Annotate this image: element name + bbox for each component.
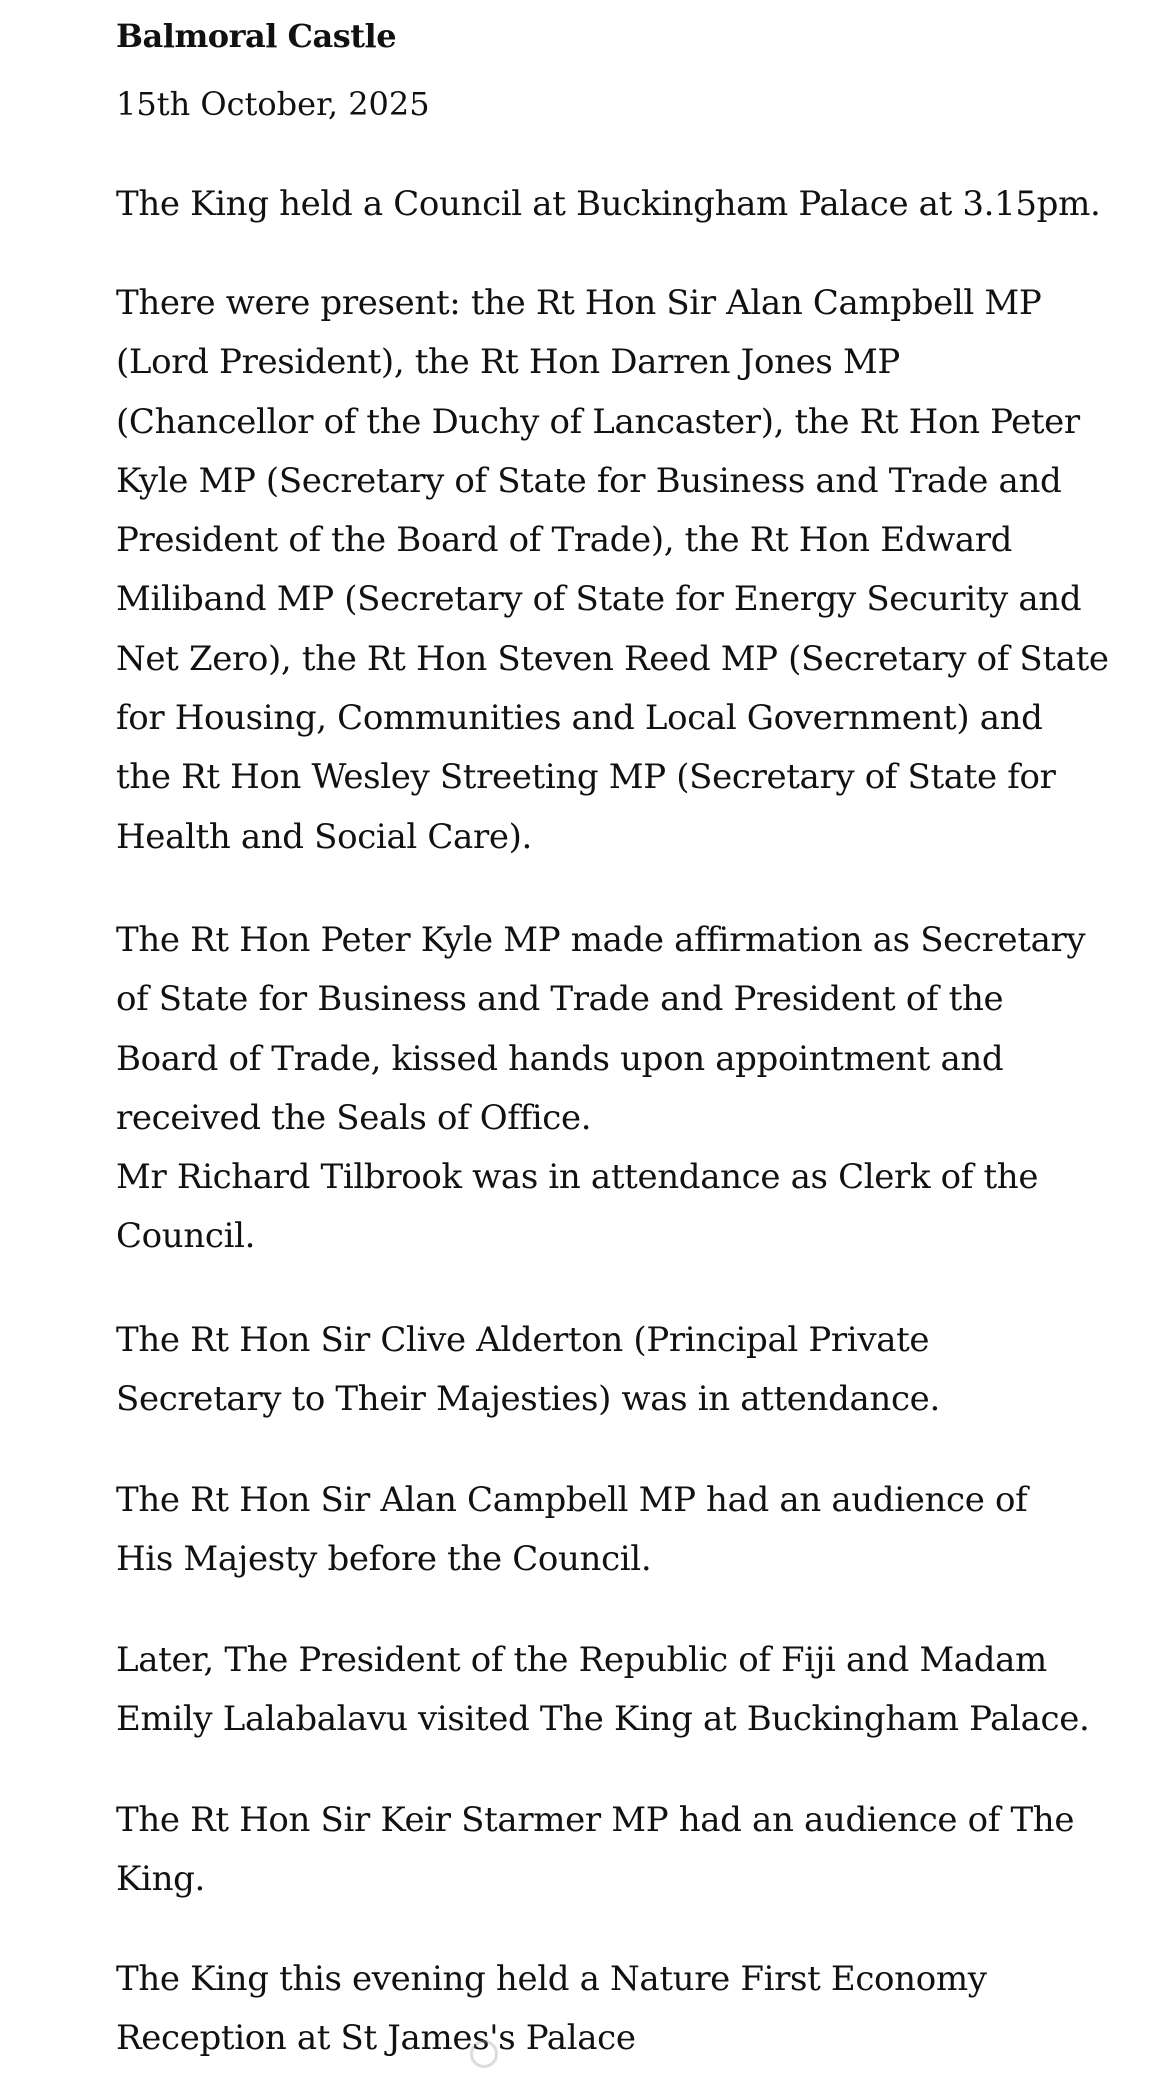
text-line: His Majesty before the Council. <box>116 1539 652 1580</box>
paragraph-reception <box>116 1950 1076 2069</box>
text-line: Health and Social Care). <box>116 816 532 857</box>
paragraph-affirmation <box>116 911 1086 1267</box>
text-line: of State for Business and Trade and President of the <box>116 979 1004 1020</box>
text-line: The King this evening held a Nature First Economy <box>116 1959 987 1999</box>
text-line: (Lord President), the Rt Hon Darren Jones MP <box>116 342 900 383</box>
text-line: The Rt Hon Peter Kyle MP made affirmation as Secretary <box>116 920 1086 960</box>
date-line: 15th October, 2025 <box>116 85 430 123</box>
text-line: President of the Board of Trade), the Rt Hon Edward <box>116 520 1013 561</box>
location-heading: Balmoral Castle <box>116 17 397 55</box>
paragraph-fiji-visit <box>116 1631 1090 1750</box>
text-line: Council. <box>116 1216 256 1257</box>
text-line: received the Seals of Office. <box>116 1097 592 1138</box>
text-line: (Chancellor of the Duchy of Lancaster), the Rt Hon Peter <box>116 401 1080 442</box>
text-line: The Rt Hon Sir Alan Campbell MP had an audience of <box>116 1480 1028 1520</box>
paragraph-alderton <box>116 1311 1076 1430</box>
text-line: There were present: the Rt Hon Sir Alan Campbell MP <box>116 283 1042 323</box>
text-line: Later, The President of the Republic of Fiji and Madam <box>116 1640 1047 1680</box>
text-line: Board of Trade, kissed hands upon appointment and <box>116 1038 1004 1079</box>
weibo-logo-icon <box>470 2040 498 2068</box>
paragraph-starmer-audience <box>116 1791 1076 1910</box>
text-line: Emily Lalabalavu visited The King at Buckingham Palace. <box>116 1699 1090 1740</box>
text-line: Kyle MP (Secretary of State for Business and Trade and <box>116 460 1062 501</box>
text-line: Miliband MP (Secretary of State for Energy Security and <box>116 579 1082 620</box>
text-line: The Rt Hon Sir Clive Alderton (Principal Private <box>116 1320 930 1360</box>
paragraph-present <box>116 274 1109 867</box>
text-line: King. <box>116 1859 205 1900</box>
text-line: Reception at St James's Palace <box>116 2018 636 2059</box>
watermark <box>470 2036 498 2072</box>
paragraph-council <box>116 175 1101 234</box>
text-line: the Rt Hon Wesley Streeting MP (Secretary of State for <box>116 757 1056 798</box>
paragraph-campbell-audience <box>116 1471 1076 1590</box>
text-line: The Rt Hon Sir Keir Starmer MP had an audience of The <box>116 1800 1075 1840</box>
text-line: for Housing, Communities and Local Government) and <box>116 698 1043 739</box>
text-line: Mr Richard Tilbrook was in attendance as Clerk of the <box>116 1157 1039 1198</box>
text-line: The King held a Council at Buckingham Palace at 3.15pm. <box>116 184 1101 224</box>
text-line: Secretary to Their Majesties) was in attendance. <box>116 1379 940 1420</box>
text-line: Net Zero), the Rt Hon Steven Reed MP (Secretary of State <box>116 638 1109 679</box>
